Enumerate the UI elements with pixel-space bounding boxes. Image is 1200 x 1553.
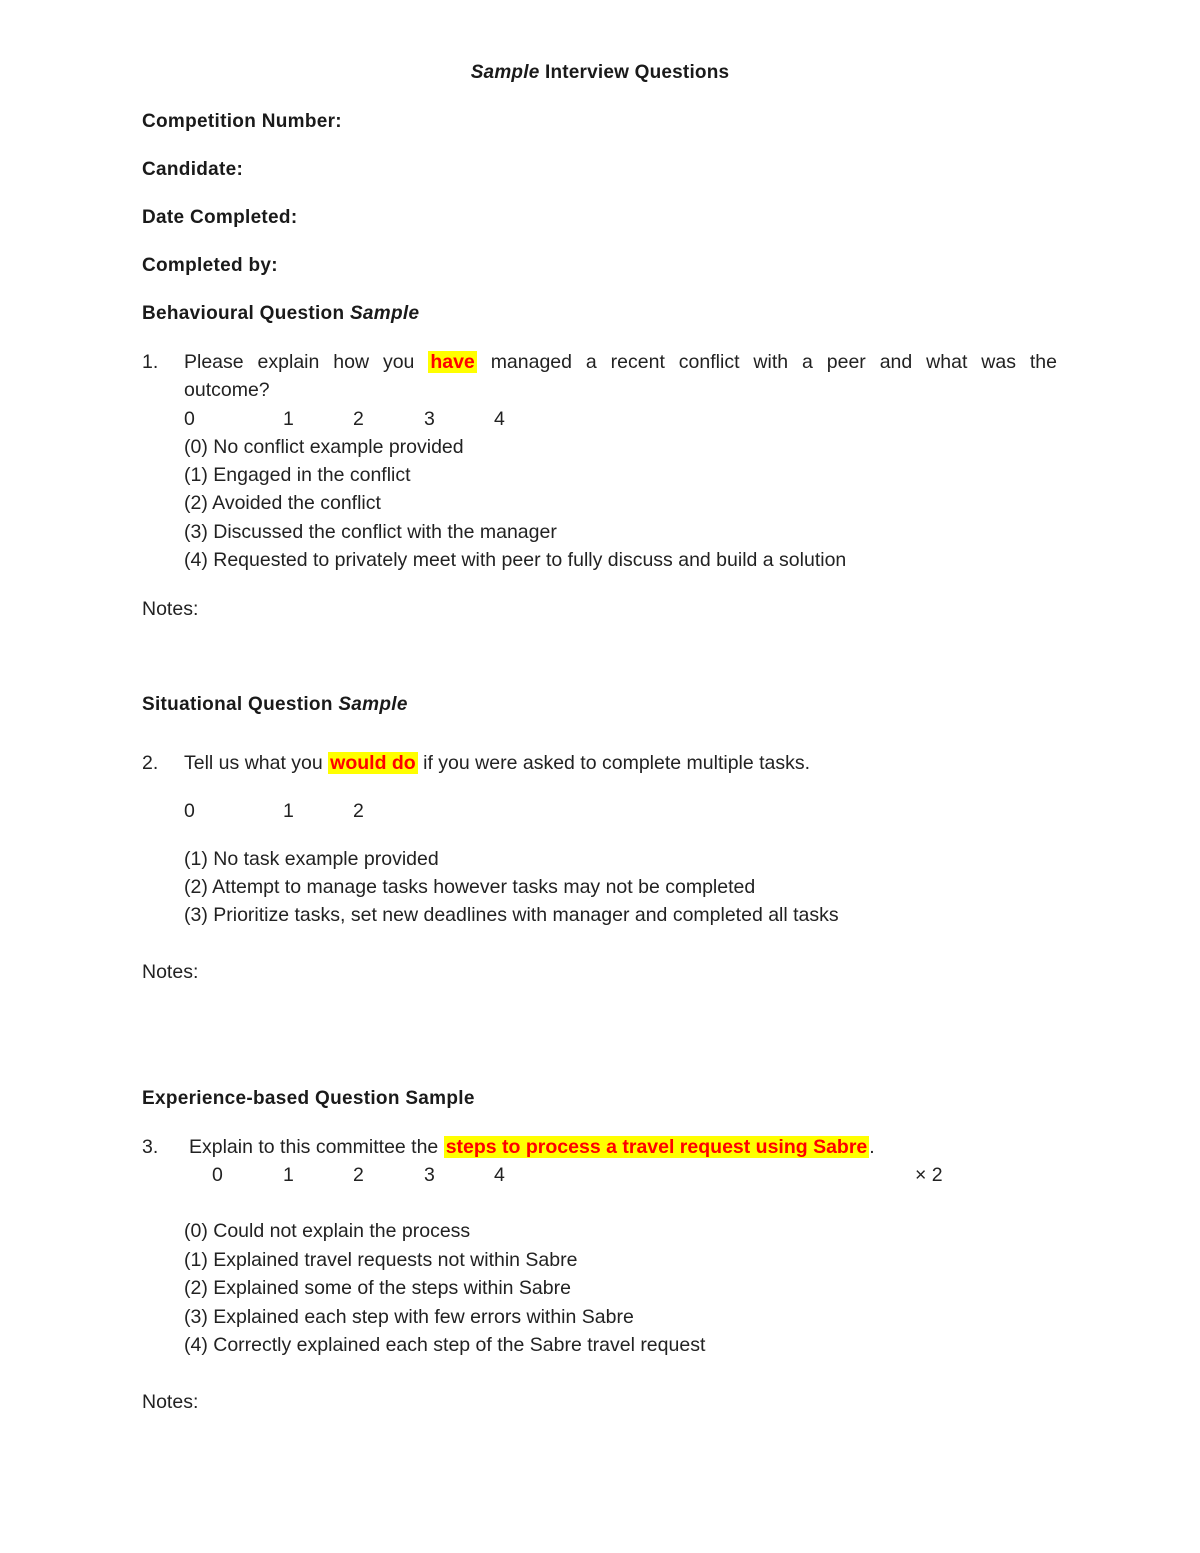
criteria-item: (0) Could not explain the process xyxy=(184,1220,471,1242)
criteria-item: (1) No task example provided xyxy=(184,848,439,870)
criteria-item: (2) Explained some of the steps within Sabre xyxy=(184,1277,571,1299)
criteria-item: (3) Explained each step with few errors within Sabre xyxy=(184,1306,634,1328)
highlight-steps-sabre: steps to process a travel request using Sabre xyxy=(445,1136,868,1158)
scale-option[interactable]: 1 xyxy=(283,1164,294,1186)
criteria-item: (3) Prioritize tasks, set new deadlines with manager and completed all tasks xyxy=(184,904,839,926)
question-number-3: 3. xyxy=(142,1136,159,1158)
scale-option[interactable]: 2 xyxy=(353,800,364,822)
notes-label-1: Notes: xyxy=(142,598,199,620)
section-heading-experience: Experience-based Question Sample xyxy=(142,1088,475,1109)
criteria-item: (3) Discussed the conflict with the manager xyxy=(184,521,557,543)
field-candidate: Candidate: xyxy=(142,159,244,180)
scale-option[interactable]: 1 xyxy=(283,800,294,822)
criteria-item: (1) Engaged in the conflict xyxy=(184,464,411,486)
multiplier-label: × 2 xyxy=(915,1164,943,1186)
title-italic: Sample xyxy=(470,62,540,83)
criteria-item: (1) Explained travel requests not within Sabre xyxy=(184,1249,578,1271)
title-rest: Interview Questions xyxy=(539,62,730,83)
page-title xyxy=(0,62,1200,84)
criteria-item: (0) No conflict example provided xyxy=(184,436,464,458)
section-heading-behavioural: Behavioural Question Sample xyxy=(142,303,420,324)
scale-option[interactable]: 4 xyxy=(494,1164,505,1186)
notes-label-2: Notes: xyxy=(142,961,199,983)
scale-option[interactable]: 3 xyxy=(424,408,435,430)
scale-option[interactable]: 0 xyxy=(184,408,195,430)
criteria-item: (4) Requested to privately meet with peer to fully discuss and build a solution xyxy=(184,549,847,571)
question-number-2: 2. xyxy=(142,752,159,774)
scale-option[interactable]: 2 xyxy=(353,408,364,430)
criteria-item: (4) Correctly explained each step of the Sabre travel request xyxy=(184,1334,706,1356)
criteria-item: (2) Attempt to manage tasks however tasks may not be completed xyxy=(184,876,756,898)
highlight-have: have xyxy=(430,351,475,373)
highlight-would-do: would do xyxy=(330,752,416,774)
scale-option[interactable]: 0 xyxy=(184,800,195,822)
question-text-1-line2: outcome? xyxy=(184,379,270,401)
question-number-1: 1. xyxy=(142,351,159,373)
scale-option[interactable]: 0 xyxy=(212,1164,223,1186)
section-heading-situational: Situational Question Sample xyxy=(142,694,408,715)
field-completed-by: Completed by: xyxy=(142,255,278,276)
notes-label-3: Notes: xyxy=(142,1391,199,1413)
field-date-completed: Date Completed: xyxy=(142,207,298,228)
criteria-item: (2) Avoided the conflict xyxy=(184,492,381,514)
scale-option[interactable]: 4 xyxy=(494,408,505,430)
question-text-2: Tell us what you would do if you were asked to complete multiple tasks. xyxy=(184,752,811,774)
scale-option[interactable]: 2 xyxy=(353,1164,364,1186)
question-text-1: Please explain how you have managed a recent conflict with a peer and what was the xyxy=(184,351,1057,373)
question-text-3: Explain to this committee the steps to process a travel request using Sabre . xyxy=(189,1136,875,1158)
scale-option[interactable]: 3 xyxy=(424,1164,435,1186)
field-competition-number: Competition Number: xyxy=(142,111,342,132)
scale-option[interactable]: 1 xyxy=(283,408,294,430)
